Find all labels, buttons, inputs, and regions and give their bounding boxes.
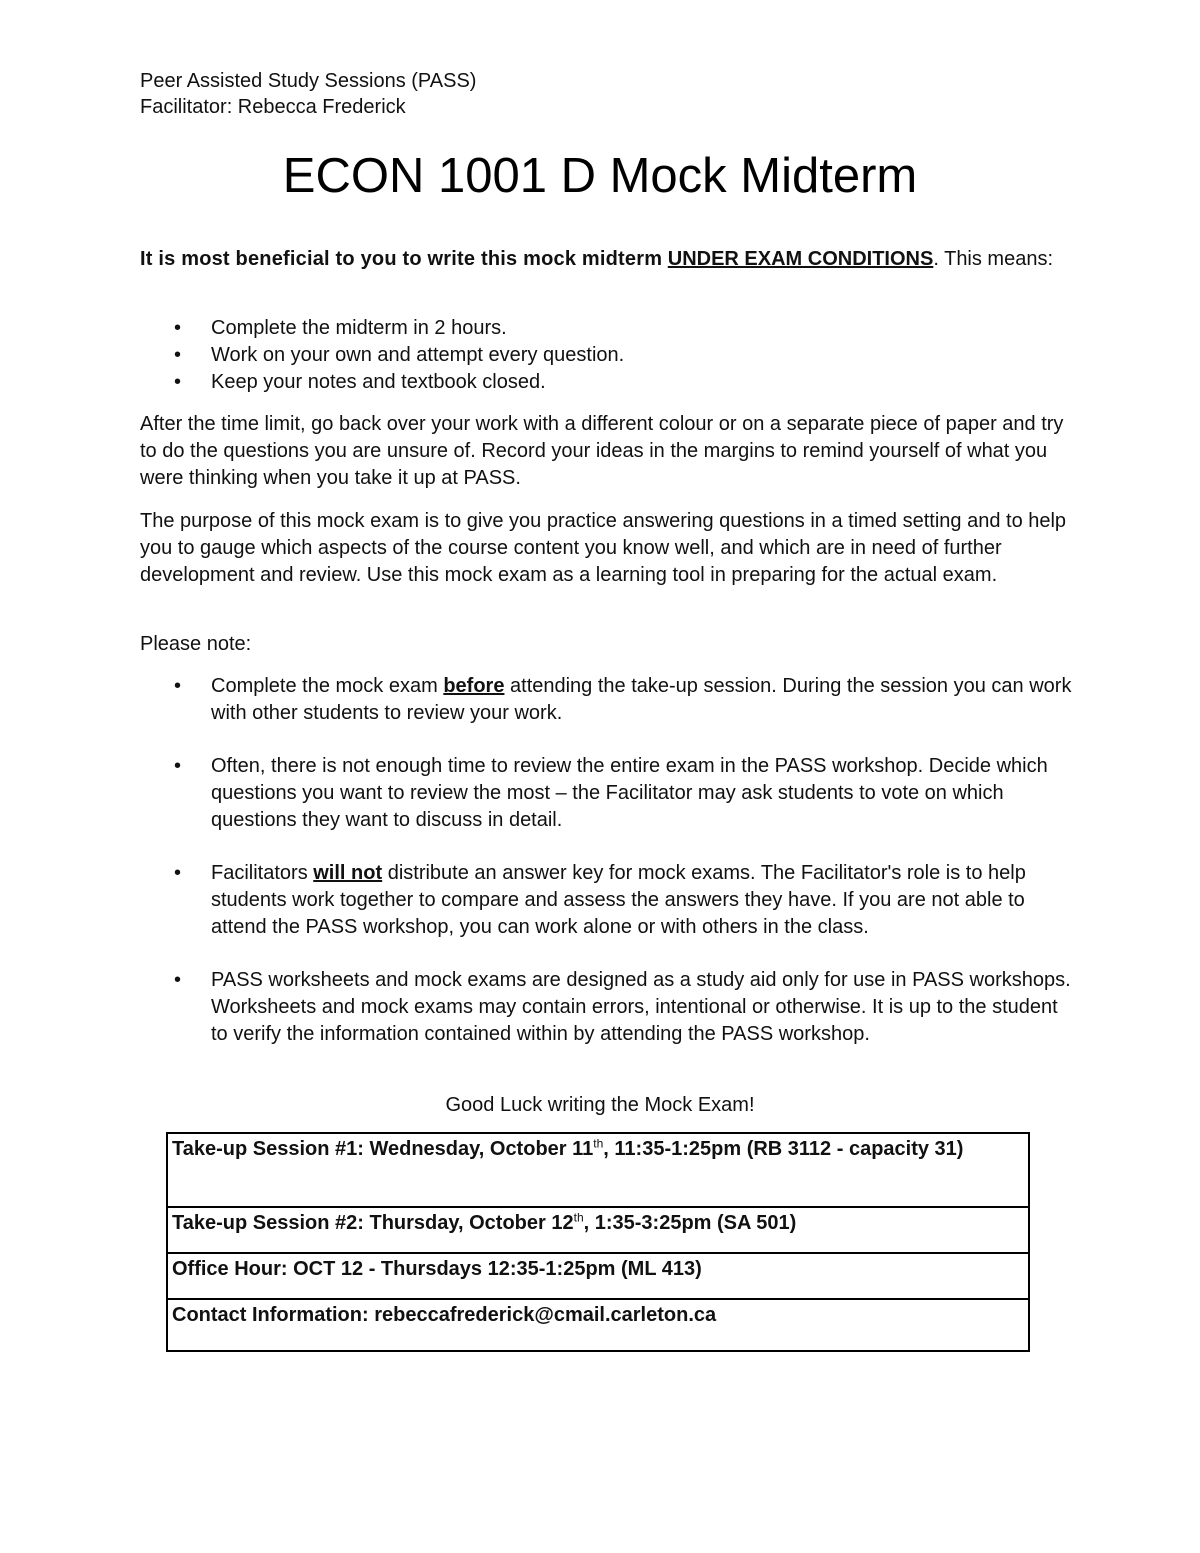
will-not-emphasis: will not xyxy=(313,862,383,884)
bullet-icon: • xyxy=(174,675,182,697)
please-note-heading: Please note: xyxy=(140,633,252,655)
office-hour: Office Hour: OCT 12 - Thursdays 12:35-1:25pm (ML 413) xyxy=(167,1253,1029,1299)
program-name: Peer Assisted Study Sessions (PASS) xyxy=(140,70,477,92)
take-up-session-2: Take-up Session #2: Thursday, October 12th, 1:35-3:25pm (SA 501) xyxy=(167,1207,1029,1253)
intro-lead: It is most beneficial to you to write this mock midterm xyxy=(140,248,663,270)
exam-conditions-emphasis: UNDER EXAM CONDITIONS xyxy=(667,248,934,270)
bullet-icon: • xyxy=(174,862,182,884)
conditions-list xyxy=(140,315,1075,396)
bullet-icon: • xyxy=(174,344,182,366)
bullet-icon: • xyxy=(174,371,182,393)
bullet-icon: • xyxy=(174,969,182,991)
before-emphasis: before xyxy=(443,675,505,697)
intro-paragraph xyxy=(140,246,1075,273)
list-item: • Complete the midterm in 2 hours. xyxy=(140,315,1075,342)
table-row xyxy=(167,1253,1029,1299)
contact-information: Contact Information: rebeccafrederick@cmail.carleton.ca xyxy=(167,1299,1029,1351)
after-time-paragraph: After the time limit, go back over your work with a different colour or on a separate piece of paper and try to do the questions you are unsure of. Record your ideas in the margins to remind yourself of what you were thinking when you take it up at PASS. xyxy=(140,413,1064,489)
intro-tail: . This means: xyxy=(933,248,1054,270)
list-item: • Complete the mock exam before attending the take-up session. During the session you can work with other students to review your work. xyxy=(174,675,1072,724)
table-row xyxy=(167,1133,1029,1207)
table-row xyxy=(167,1207,1029,1253)
bullet-icon: • xyxy=(174,317,182,339)
list-item: • Often, there is not enough time to review the entire exam in the PASS workshop. Decide which questions you want to review the most – the Facilitator may ask students to vote on which questions they want to discuss in detail. xyxy=(174,755,1048,831)
notes-list xyxy=(140,673,1075,1048)
table-row xyxy=(167,1299,1029,1351)
take-up-session-1: Take-up Session #1: Wednesday, October 11th, 11:35-1:25pm (RB 3112 - capacity 31) xyxy=(167,1133,1029,1207)
list-item: • Keep your notes and textbook closed. xyxy=(140,369,1075,396)
list-item: • Facilitators will not distribute an answer key for mock exams. The Facilitator's role is to help students work together to compare and assess the answers they have. If you are not able to attend the PASS workshop, you can work alone or with others in the class. xyxy=(174,862,1026,938)
list-item: • PASS worksheets and mock exams are designed as a study aid only for use in PASS workshops. Worksheets and mock exams may contain errors, intentional or otherwise. It is up to the student to verify the information contained within by attending the PASS workshop. xyxy=(174,969,1071,1045)
facilitator-name: Facilitator: Rebecca Frederick xyxy=(140,96,406,118)
closing-message: Good Luck writing the Mock Exam! xyxy=(445,1094,755,1116)
session-info-table xyxy=(166,1132,1030,1352)
bullet-icon: • xyxy=(174,755,182,777)
purpose-paragraph: The purpose of this mock exam is to give you practice answering questions in a timed setting and to help you to gauge which aspects of the course content you know well, and which are in need of further development and review. Use this mock exam as a learning tool in preparing for the actual exam. xyxy=(140,510,1067,586)
list-item: • Work on your own and attempt every question. xyxy=(140,342,1075,369)
document-title: ECON 1001 D Mock Midterm xyxy=(282,149,918,203)
